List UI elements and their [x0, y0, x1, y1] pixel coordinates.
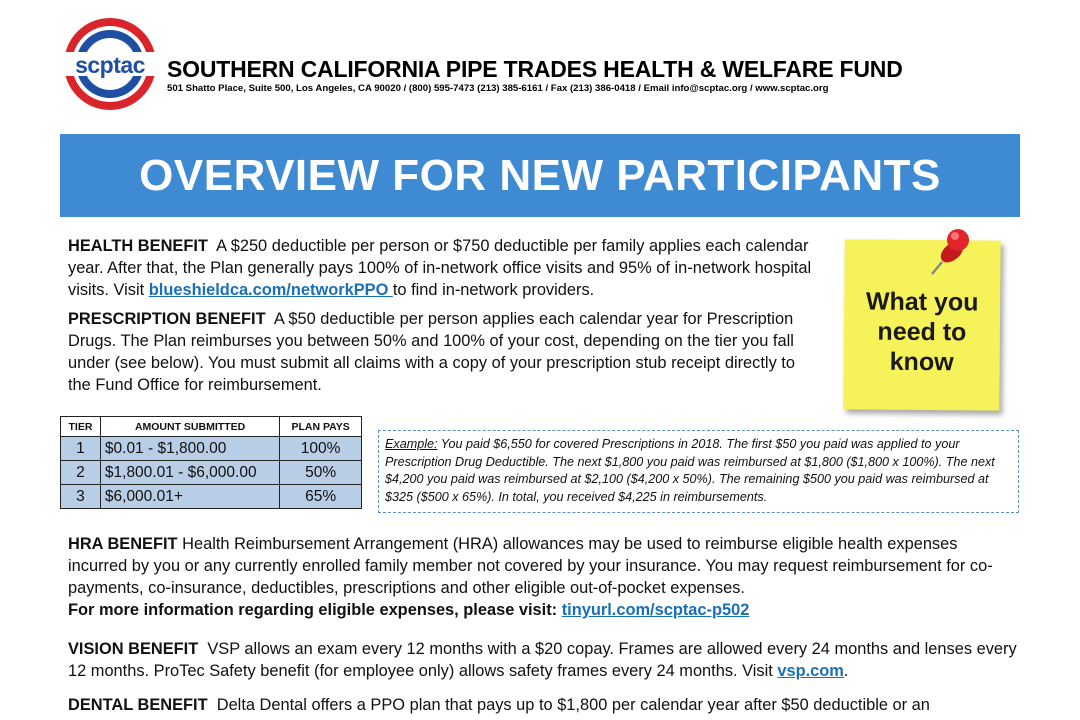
dental-benefit-heading: DENTAL BENEFIT [68, 696, 208, 714]
scptac-logo [62, 16, 158, 112]
tier-cell: 1 [61, 437, 101, 461]
example-body: You paid $6,550 for covered Prescriptions in 2018. The first $50 you paid was applied to your Prescription Drug Deductible. The next $1,800 you paid was reimbursed at $1,800 ($1,800 x 100%). The next $4,200 you paid was reimbursed at $2,100 ($4,200 x 50%). The remaining $500 you paid was reimbursed at $325 ($500 x 65%). In total, you received $4,225 in reimbursements. [385, 437, 995, 504]
vision-benefit-heading: VISION BENEFIT [68, 640, 199, 658]
page-title: OVERVIEW FOR NEW PARTICIPANTS [139, 150, 941, 200]
title-banner [60, 134, 1020, 217]
health-benefit-tail: to find in-network providers. [392, 281, 595, 299]
plan-pays-cell: 65% [280, 485, 362, 509]
org-name: SOUTHERN CALIFORNIA PIPE TRADES HEALTH & WELFARE FUND [167, 56, 903, 82]
pushpin-icon [918, 222, 978, 282]
tinyurl-link[interactable]: tinyurl.com/scptac-p502 [561, 601, 750, 619]
tier-cell: 2 [61, 461, 101, 485]
vision-benefit-body: VSP allows an exam every 12 months with a $20 copay. Frames are allowed every 24 months and lenses every 12 months. ProTec Safety benefit (for employee only) allows safety frames every 24 months. Visit [68, 640, 1017, 680]
table-row [61, 437, 362, 461]
sticky-line-3: know [889, 347, 954, 377]
col-amount-submitted: AMOUNT SUBMITTED [100, 417, 279, 437]
amount-cell: $0.01 - $1,800.00 [100, 437, 279, 461]
hra-more-info: For more information regarding eligible expenses, please visit: [68, 601, 562, 619]
org-address: 501 Shatto Place, Suite 500, Los Angeles, CA 90020 / (800) 595-7473 (213) 385-6161 / Fax (213) 386-0418 / Email info@scptac.org / www.scptac.org [167, 83, 829, 94]
dental-benefit-section [68, 694, 1028, 716]
vision-benefit-tail: . [843, 662, 849, 680]
prescription-benefit-section [68, 308, 818, 396]
sticky-note-text [852, 272, 993, 377]
sticky-line-2: need to [877, 317, 967, 347]
plan-pays-cell: 100% [280, 437, 362, 461]
health-benefit-section [68, 235, 818, 301]
logo-text: scptac [75, 52, 145, 78]
sticky-line-1: What you [865, 287, 979, 317]
blueshield-link[interactable]: blueshieldca.com/networkPPO [148, 281, 393, 299]
health-benefit-body: A $250 deductible per person or $750 deductible per family applies each calendar year. After that, the Plan generally pays 100% of in-network office visits and 95% of in-network hospital visits. Visit [68, 237, 812, 299]
table-row [61, 485, 362, 509]
prescription-benefit-body: A $50 deductible per person applies each calendar year for Prescription Drugs. The Plan reimburses you between 50% and 100% of your cost, depending on the tier you fall under (see below). You must submit all claims with a copy of your prescription stub receipt directly to the Fund Office for reimbursement. [68, 310, 795, 394]
plan-pays-cell: 50% [280, 461, 362, 485]
hra-benefit-section [68, 533, 998, 621]
col-tier: TIER [61, 417, 101, 437]
tier-table [60, 416, 362, 509]
col-plan-pays: PLAN PAYS [280, 417, 362, 437]
dental-benefit-body: Delta Dental offers a PPO plan that pays up to $1,800 per calendar year after $50 deductible or an [216, 696, 930, 714]
table-row [61, 461, 362, 485]
prescription-benefit-heading: PRESCRIPTION BENEFIT [68, 310, 266, 328]
vision-benefit-section [68, 638, 1028, 682]
example-label: Example: [385, 437, 438, 451]
amount-cell: $6,000.01+ [100, 485, 279, 509]
example-box [378, 430, 1019, 513]
tier-table-header [61, 417, 362, 437]
hra-benefit-heading: HRA BENEFIT [68, 535, 178, 553]
sticky-note [838, 222, 1018, 417]
health-benefit-heading: HEALTH BENEFIT [68, 237, 208, 255]
hra-benefit-body: Health Reimbursement Arrangement (HRA) allowances may be used to reimburse eligible health expenses incurred by you or any currently enrolled family member not covered by your insurance. You may request reimbursement for co-payments, co-insurance, deductibles, prescriptions and other eligible out-of-pocket expenses. [68, 535, 993, 597]
tier-cell: 3 [61, 485, 101, 509]
amount-cell: $1,800.01 - $6,000.00 [100, 461, 279, 485]
vsp-link[interactable]: vsp.com [777, 662, 844, 680]
